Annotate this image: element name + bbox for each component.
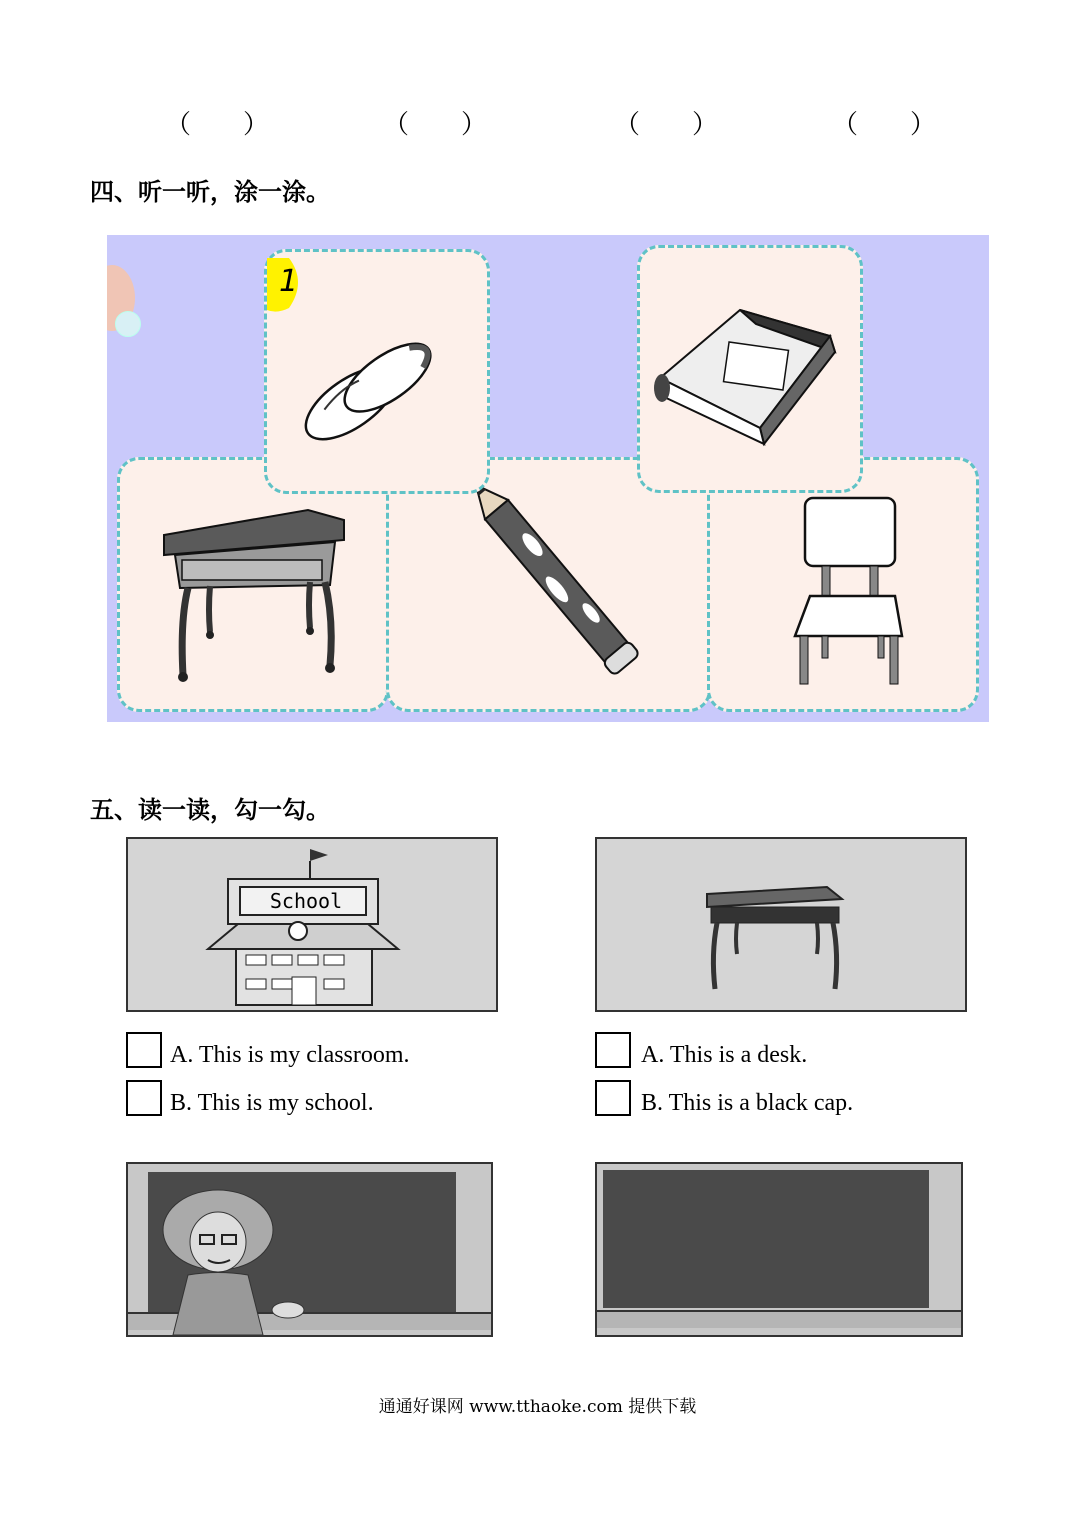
- school-building-icon: [128, 839, 496, 1010]
- desk-sketch-icon: [597, 839, 965, 1010]
- book-icon: [640, 248, 860, 490]
- option-q1-a: A. This is my classroom.: [170, 1042, 410, 1068]
- answer-paren-2: （ ）: [383, 110, 488, 140]
- teacher-picture: [126, 1162, 493, 1337]
- checkbox-q2-a[interactable]: [595, 1032, 631, 1068]
- school-picture: [126, 837, 498, 1012]
- option-q1-b: B. This is my school.: [170, 1090, 374, 1116]
- checkbox-q2-b[interactable]: [595, 1080, 631, 1116]
- number-badge: 1: [279, 264, 299, 299]
- section4-heading: 四、听一听，涂一涂。: [90, 178, 330, 206]
- card-desk: [117, 457, 389, 712]
- option-q2-a: A. This is a desk.: [641, 1042, 808, 1068]
- chair-icon: [710, 460, 976, 709]
- pencil-icon: [389, 460, 708, 709]
- card-pencil: [386, 457, 711, 712]
- chalk-ledge: [597, 1310, 963, 1328]
- answer-paren-4: （ ）: [832, 110, 937, 140]
- bubble-decoration: [115, 311, 141, 337]
- answer-paren-1: （ ）: [165, 110, 270, 140]
- teacher-icon: [148, 1180, 328, 1335]
- card-eraser: [264, 249, 490, 494]
- footer-text: 通通好课网 www.tthaoke.com 提供下载: [378, 1397, 697, 1417]
- option-q2-b: B. This is a black cap.: [641, 1090, 854, 1116]
- checkbox-q1-b[interactable]: [126, 1080, 162, 1116]
- section5-heading: 五、读一读，勾一勾。: [90, 796, 330, 824]
- checkbox-q1-a[interactable]: [126, 1032, 162, 1068]
- answer-paren-3: （ ）: [614, 110, 719, 140]
- school-sign-text: School: [269, 889, 343, 913]
- empty-blackboard: [603, 1170, 929, 1308]
- coloring-panel: [107, 235, 989, 722]
- desk-icon: [120, 460, 386, 709]
- eraser-icon: [267, 252, 487, 491]
- blackboard-picture: [595, 1162, 963, 1337]
- desk-picture: [595, 837, 967, 1012]
- card-book: [637, 245, 863, 493]
- card-chair: [707, 457, 979, 712]
